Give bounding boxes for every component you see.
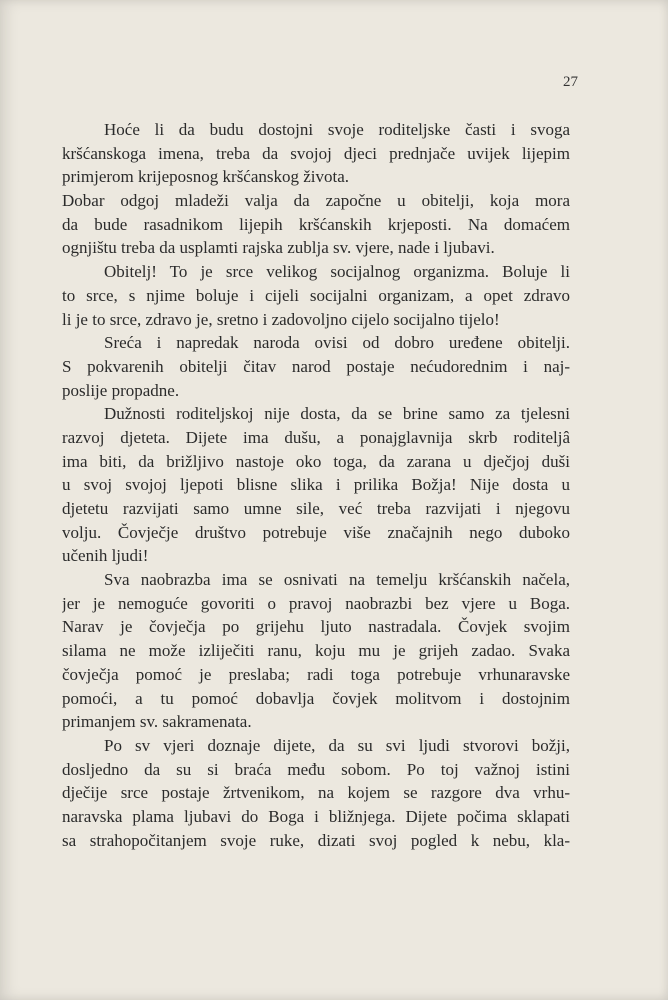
body-text (62, 118, 570, 852)
text-line: Sva naobrazba ima se osnivati na temelju kršćanskih načela, (104, 570, 570, 590)
text-line: Hoće li da budu dostojni svoje roditeljske časti i svoga (104, 120, 570, 139)
text-line: razvoj djeteta. Dijete ima dušu, a ponajglavnija skrb roditeljâ (62, 427, 570, 447)
text-line: Po sv vjeri doznaje dijete, da su svi ljudi stvorovi božji, (104, 735, 570, 755)
text-line: S pokvarenih obitelji čitav narod postaje nećudorednim i naj- (62, 356, 570, 376)
text-line: Dobar odgoj mladeži valja da započne u obitelji, koja mora (62, 191, 570, 211)
text-line: kršćanskoga imena, treba da svojoj djeci prednjače uvijek lijepim (62, 143, 570, 163)
text-line: primanjem sv. sakramenata. (62, 712, 252, 732)
text-line: primjerom krijeposnog kršćanskog života. (62, 167, 350, 187)
text-line: dječije srce postaje žrtvenikom, na kojem se razgore dva vrhu- (62, 783, 570, 803)
text-line: volju. Čovječje društvo potrebuje više značajnih nego duboko (62, 522, 570, 542)
page-number: 27 (563, 74, 578, 90)
text-line: u svoj svojoj ljepoti blisne slika i prilika Božja! Nije dosta u (62, 475, 570, 495)
text-line: to srce, s njime boluje i cijeli socijalni organizam, a opet zdravo (62, 285, 570, 305)
text-line: naravska plama ljubavi do Boga i bližnjega. Dijete počima sklapati (62, 806, 570, 826)
text-line: ima biti, da brižljivo nastoje oko toga, da zarana u dječjoj duši (62, 451, 570, 471)
text-line: Dužnosti roditeljskoj nije dosta, da se brine samo za tjelesni (104, 404, 570, 424)
text-line: li je to srce, zdravo je, sretno i zadovoljno cijelo socijalno tijelo! (62, 309, 500, 329)
text-line: dosljedno da su si braća među sobom. Po toj važnoj istini (62, 759, 570, 779)
text-line: učenih ljudi! (62, 546, 149, 566)
text-line: da bude rasadnikom lijepih kršćanskih krjeposti. Na domaćem (62, 214, 570, 234)
text-line: ognjištu treba da usplamti rajska zublja sv. vjere, nade i ljubavi. (62, 238, 495, 258)
text-line: pomoći, a tu pomoć dobavlja čovjek molitvom i dostojnim (62, 688, 570, 708)
text-line: poslije propadne. (62, 380, 180, 400)
text-line: čovječja pomoć je preslaba; radi toga potrebuje vrhunaravske (62, 664, 570, 684)
text-line: sa strahopočitanjem svoje ruke, dizati svoj pogled k nebu, kla- (62, 830, 570, 850)
text-line: djetetu razvijati samo umne sile, već treba razvijati i njegovu (62, 499, 570, 518)
text-line: Sreća i napredak naroda ovisi od dobro uređene obitelji. (104, 333, 570, 353)
text-line: jer je nemoguće govoriti o pravoj naobrazbi bez vjere u Boga. (62, 593, 570, 613)
text-line: Obitelj! To je srce velikog socijalnog organizma. Boluje li (104, 262, 570, 282)
text-line: Narav je čovječja po grijehu ljuto nastradala. Čovjek svojim (62, 617, 570, 637)
text-line: silama ne može izliječiti ranu, koju mu je grijeh zadao. Svaka (62, 641, 570, 661)
